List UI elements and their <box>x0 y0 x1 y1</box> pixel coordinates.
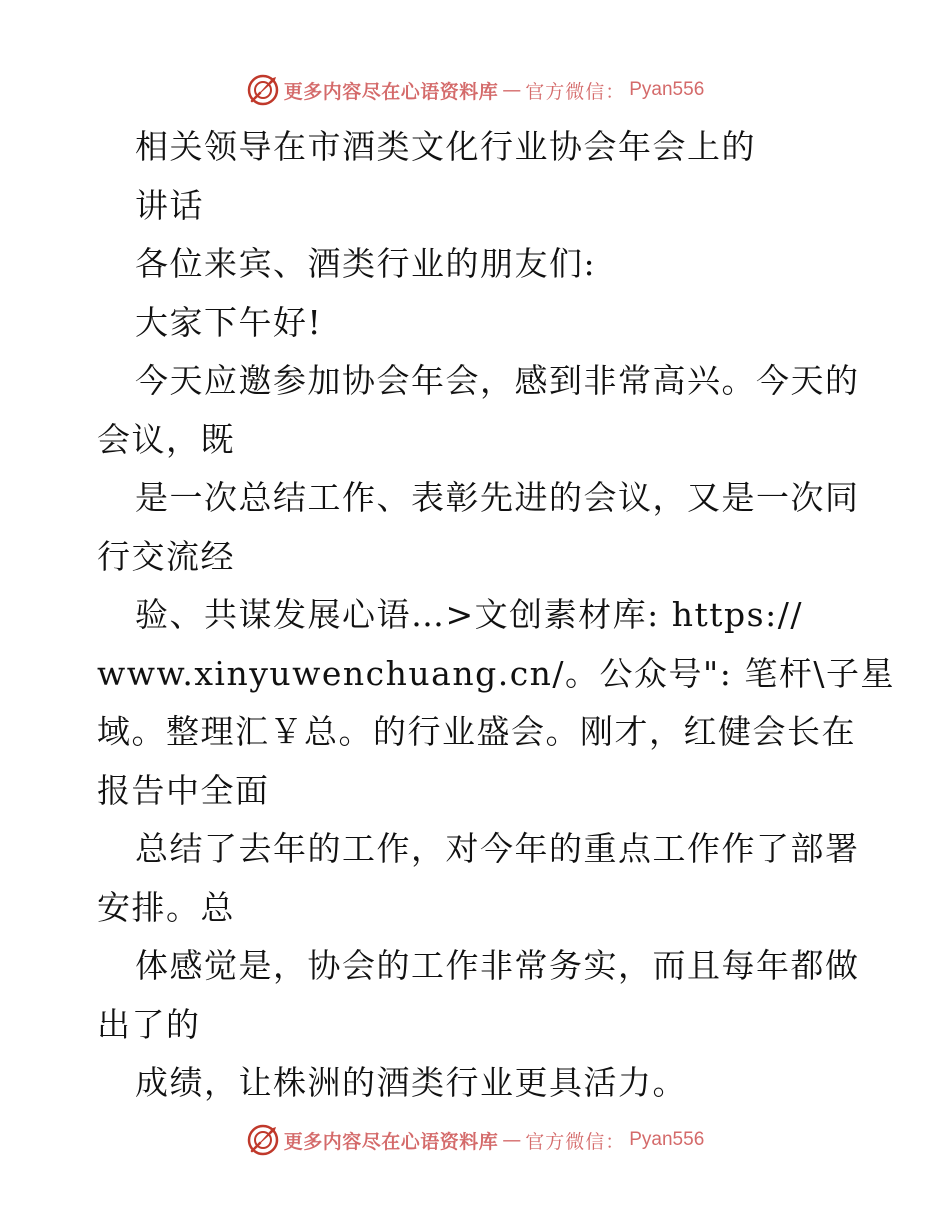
footer-watermark-banner <box>0 1120 950 1160</box>
brand-logo-icon <box>246 73 280 107</box>
paragraph-line: 总结了去年的工作，对今年的重点工作作了部署 <box>135 829 860 868</box>
paragraph-line: 是一次总结工作、表彰先进的会议，又是一次同 <box>135 478 860 517</box>
salutation: 各位来宾、酒类行业的朋友们: <box>135 244 597 283</box>
paragraph-line: 体感觉是，协会的工作非常务实，而且每年都做 <box>135 946 860 985</box>
title-line-1: 相关领导在市酒类文化行业协会年会上的 <box>135 127 756 166</box>
paragraph-line: 会议，既 <box>97 419 235 459</box>
document-body <box>97 118 897 1113</box>
paragraph-line: 验、共谋发展心语…>文创素材库: https:// <box>135 595 803 634</box>
banner-text: 更多内容尽在心语资料库 <box>283 1130 499 1153</box>
banner-wechat-label: 官方微信： <box>525 1130 626 1153</box>
paragraph-line: 出了的 <box>97 1004 201 1044</box>
banner-text: 更多内容尽在心语资料库 <box>283 80 499 103</box>
banner-dash: — <box>502 79 522 101</box>
title-line-2: 讲话 <box>135 185 204 225</box>
header-watermark-banner <box>0 70 950 110</box>
paragraph-line: 成绩，让株洲的酒类行业更具活力。 <box>135 1063 687 1102</box>
paragraph-line: 安排。总 <box>97 887 235 927</box>
paragraph-line: 今天应邀参加协会年会，感到非常高兴。今天的 <box>135 361 860 400</box>
paragraph-line: 域。整理汇￥总。的行业盛会。刚才，红健会长在 <box>97 712 856 751</box>
banner-wechat-id: Pyan556 <box>629 79 705 100</box>
banner-dash: — <box>502 1129 522 1151</box>
banner-wechat-id: Pyan556 <box>629 1129 705 1150</box>
paragraph-line: 行交流经 <box>97 536 235 576</box>
banner-wechat-label: 官方微信： <box>525 80 626 103</box>
greeting: 大家下午好! <box>135 302 323 342</box>
brand-logo-icon <box>246 1123 280 1157</box>
paragraph-line: www.xinyuwenchuang.cn/。公众号": 笔杆\子星 <box>97 653 895 693</box>
paragraph-line: 报告中全面 <box>97 770 270 810</box>
